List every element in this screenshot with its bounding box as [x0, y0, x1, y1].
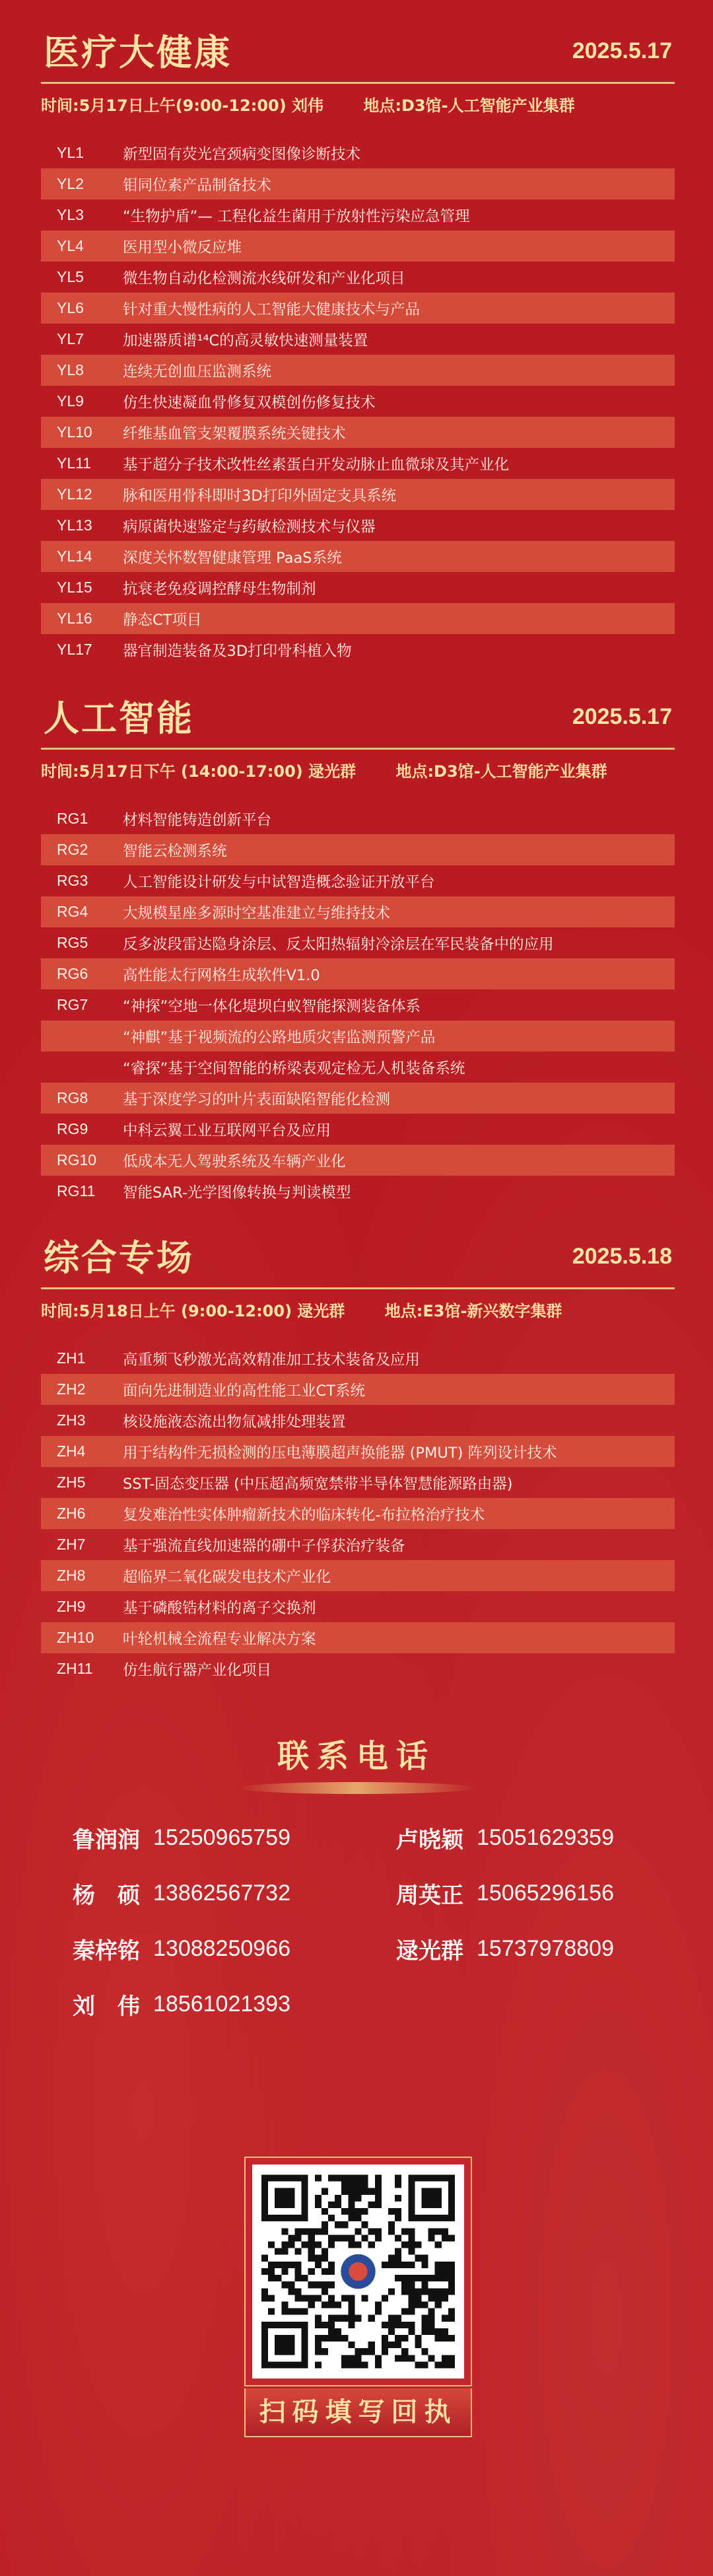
contact-title: 联系电话: [277, 1738, 436, 1775]
project-name: 微生物自动化检测流水线研发和产业化项目: [123, 269, 405, 287]
project-name: 基于强流直线加速器的硼中子俘获治疗装备: [123, 1537, 405, 1555]
project-row: [41, 541, 675, 572]
contact-phone[interactable]: 15065296156: [477, 1880, 615, 1906]
project-code: RG6: [57, 965, 88, 982]
project-code: YL9: [57, 392, 84, 410]
project-row: [41, 1374, 675, 1405]
project-code: ZH7: [57, 1536, 86, 1553]
project-row: [41, 1560, 675, 1591]
project-code: YL3: [57, 206, 84, 223]
section-header: [41, 692, 675, 752]
section-title: 人工智能: [44, 698, 194, 739]
project-code: RG5: [57, 934, 88, 951]
project-code: YL10: [57, 423, 92, 441]
project-name: 加速器质谱¹⁴C的高灵敏快速测量装置: [123, 332, 368, 349]
project-code: ZH10: [57, 1629, 94, 1646]
project-row: [41, 1176, 675, 1207]
project-name: 基于深度学习的叶片表面缺陷智能化检测: [123, 1091, 391, 1108]
project-row: [41, 1529, 675, 1560]
project-code: RG11: [57, 1182, 96, 1199]
contact-name: 刘 伟: [73, 1993, 140, 2020]
project-name: 抗衰老免疫调控酵母生物制剂: [123, 580, 316, 598]
project-row: [41, 1052, 675, 1083]
project-row: [41, 927, 675, 958]
project-code: ZH4: [57, 1443, 86, 1460]
contact-row: [73, 1810, 654, 1865]
contact-phone[interactable]: 15737978809: [477, 1935, 615, 1961]
project-row: [41, 896, 675, 927]
contact-entry: [396, 1822, 654, 1854]
qr-code-icon[interactable]: [252, 2165, 464, 2379]
project-name: 针对重大慢性病的人工智能大健康技术与产品: [123, 301, 421, 318]
project-name: 仿生快速凝血骨修复双模创伤修复技术: [123, 394, 376, 411]
project-name: 反多波段雷达隐身涂层、反太阳热辐射冷涂层在军民装备中的应用: [123, 935, 554, 953]
project-row: [41, 262, 675, 293]
contact-name: 杨 硕: [73, 1882, 140, 1909]
project-list: [41, 803, 675, 1207]
project-row: [41, 1591, 675, 1622]
project-name: 基于超分子技术改性丝素蛋白开发动脉止血微球及其产业化: [123, 456, 510, 474]
section-general: [41, 1232, 675, 1684]
project-name: 人工智能设计研发与中试智造概念验证开放平台: [123, 873, 435, 891]
project-code: YL11: [57, 454, 92, 472]
project-code: RG7: [57, 996, 88, 1013]
project-code: YL7: [57, 330, 84, 347]
qr-code-frame: [244, 2157, 472, 2386]
project-row: [41, 572, 675, 603]
project-row: [41, 1145, 675, 1176]
project-name: “神探”空地一体化堤坝白蚁智能探测装备体系: [123, 997, 421, 1015]
project-row: [41, 958, 675, 989]
project-code: RG2: [57, 841, 88, 858]
section-info: [41, 758, 675, 785]
project-row: [41, 834, 675, 865]
project-name: 智能SAR-光学图像转换与判读模型: [123, 1184, 351, 1201]
contact-row: [73, 1921, 654, 1976]
project-code: YL2: [57, 175, 84, 192]
contact-entry: [396, 1933, 654, 1965]
project-name: 叶轮机械全流程专业解决方案: [123, 1630, 316, 1648]
section-date: 2025.5.18: [572, 1244, 672, 1269]
project-row: [41, 386, 675, 417]
project-row: [41, 803, 675, 834]
project-code: ZH9: [57, 1598, 86, 1615]
section-title: 医疗大健康: [44, 32, 232, 73]
project-row: [41, 510, 675, 541]
project-row: [41, 1653, 675, 1684]
section-time: 时间:5月18日上午 (9:00-12:00) 逯光群: [41, 1302, 345, 1320]
project-list: [41, 1343, 675, 1684]
project-list: [41, 137, 675, 665]
project-name: “神麒”基于视频流的公路地质灾害监测预警产品: [123, 1028, 436, 1046]
project-row: [41, 417, 675, 448]
section-info: [41, 1298, 675, 1324]
section-medical: [41, 26, 675, 665]
contact-phone[interactable]: 15250965759: [153, 1824, 291, 1850]
project-row: [41, 231, 675, 262]
project-code: ZH8: [57, 1567, 86, 1584]
project-row: [41, 324, 675, 355]
contact-phone[interactable]: 15051629359: [477, 1824, 615, 1850]
project-name: 复发难治性实体肿瘤新技术的临床转化-布拉格治疗技术: [123, 1506, 485, 1524]
project-name: 静态CT项目: [123, 611, 202, 629]
project-code: YL17: [57, 641, 92, 658]
project-name: 医用型小微反应堆: [123, 238, 242, 256]
contact-name: 周英正: [396, 1882, 463, 1909]
section-title: 综合专场: [44, 1237, 194, 1279]
contact-phone[interactable]: 13862567732: [153, 1880, 291, 1906]
section-date: 2025.5.17: [572, 38, 672, 63]
contact-header: [0, 1731, 713, 1803]
project-name: 面向先进制造业的高性能工业CT系统: [123, 1382, 365, 1400]
project-code: YL15: [57, 579, 92, 596]
section-header: [41, 26, 675, 86]
section-info: [41, 92, 675, 119]
project-code: RG9: [57, 1120, 88, 1137]
project-row: [41, 1343, 675, 1374]
qr-code-graphic: [261, 2174, 455, 2369]
section-place: 地点:D3馆-人工智能产业集群: [363, 96, 575, 115]
project-code: YL5: [57, 268, 84, 285]
project-code: ZH3: [57, 1412, 86, 1429]
project-code: YL14: [57, 548, 92, 565]
project-row: [41, 1622, 675, 1653]
project-code: RG8: [57, 1089, 88, 1106]
qr-scan-label: 扫码填写回执: [244, 2388, 472, 2437]
project-row: [41, 1114, 675, 1145]
project-name: “生物护盾”— 工程化益生菌用于放射性污染应急管理: [123, 207, 470, 225]
project-name: 钼同位素产品制备技术: [123, 176, 272, 194]
project-name: 脉和医用骨科即时3D打印外固定支具系统: [123, 487, 397, 505]
contact-phone[interactable]: 18561021393: [153, 1991, 291, 2017]
section-time: 时间:5月17日上午(9:00-12:00) 刘伟: [41, 96, 324, 115]
project-row: [41, 1020, 675, 1052]
project-name: 高性能太行网格生成软件V1.0: [123, 966, 320, 984]
project-name: 大规模星座多源时空基准建立与维持技术: [123, 904, 391, 922]
project-row: [41, 634, 675, 665]
contact-row: [73, 1976, 654, 2032]
project-name: 病原菌快速鉴定与药敏检测技术与仪器: [123, 518, 376, 536]
contact-name: 逯光群: [396, 1937, 463, 1964]
section-divider: [41, 82, 675, 84]
project-row: [41, 1405, 675, 1436]
project-code: YL16: [57, 610, 92, 627]
project-code: RG4: [57, 903, 88, 920]
project-name: 新型固有荧光宫颈病变图像诊断技术: [123, 145, 361, 163]
project-row: [41, 1083, 675, 1114]
contact-title-underline: [238, 1782, 475, 1794]
project-name: 材料智能铸造创新平台: [123, 811, 272, 829]
project-name: 仿生航行器产业化项目: [123, 1661, 272, 1679]
section-place: 地点:E3馆-新兴数字集群: [384, 1302, 562, 1320]
section-divider: [41, 1287, 675, 1289]
project-code: YL1: [57, 144, 84, 161]
project-name: 高重频飞秒激光高效精准加工技术装备及应用: [123, 1351, 421, 1369]
project-code: YL4: [57, 237, 84, 254]
contact-phone[interactable]: 13088250966: [153, 1935, 291, 1961]
contact-grid: [73, 1810, 654, 2032]
contact-entry: [73, 1933, 396, 1965]
contact-name: 鲁润润: [73, 1826, 140, 1853]
contact-row: [73, 1865, 654, 1921]
project-row: [41, 603, 675, 634]
project-row: [41, 293, 675, 324]
contact-entry: [396, 1877, 654, 1910]
project-name: 深度关怀数智健康管理 PaaS系统: [123, 549, 342, 567]
project-name: 纤维基血管支架覆膜系统关键技术: [123, 425, 346, 443]
project-row: [41, 448, 675, 479]
project-name: 智能云检测系统: [123, 842, 227, 860]
section-date: 2025.5.17: [572, 704, 672, 729]
section-divider: [41, 748, 675, 750]
project-row: [41, 355, 675, 386]
project-row: [41, 865, 675, 896]
project-code: RG1: [57, 810, 88, 827]
project-row: [41, 479, 675, 510]
project-name: 用于结构件无损检测的压电薄膜超声换能器 (PMUT) 阵列设计技术: [123, 1444, 557, 1462]
project-name: 基于磷酸锆材料的离子交换剂: [123, 1599, 316, 1617]
project-code: ZH11: [57, 1660, 93, 1677]
project-row: [41, 168, 675, 199]
project-code: YL6: [57, 299, 84, 316]
contact-entry: [73, 1877, 396, 1910]
project-row: [41, 137, 675, 168]
contact-entry: [73, 1822, 396, 1854]
project-name: 超临界二氧化碳发电技术产业化: [123, 1568, 331, 1586]
project-row: [41, 1436, 675, 1467]
project-row: [41, 989, 675, 1020]
section-ai: [41, 692, 675, 1207]
project-row: [41, 1467, 675, 1498]
project-code: ZH1: [57, 1349, 86, 1367]
project-code: YL12: [57, 485, 92, 503]
project-code: RG10: [57, 1151, 97, 1168]
project-code: ZH2: [57, 1380, 86, 1398]
project-row: [41, 199, 675, 231]
contact-name: 卢晓颖: [396, 1826, 463, 1853]
project-row: [41, 1498, 675, 1529]
section-place: 地点:D3馆-人工智能产业集群: [395, 762, 607, 781]
project-name: SST-固态变压器 (中压超高频宽禁带半导体智慧能源路由器): [123, 1475, 513, 1493]
project-code: YL13: [57, 517, 92, 534]
project-code: RG3: [57, 872, 88, 889]
project-code: ZH6: [57, 1505, 86, 1522]
project-code: ZH5: [57, 1474, 86, 1491]
project-name: 低成本无人驾驶系统及车辆产业化: [123, 1153, 346, 1170]
project-name: 器官制造装备及3D打印骨科植入物: [123, 642, 352, 660]
section-header: [41, 1232, 675, 1291]
project-code: YL8: [57, 361, 84, 378]
contact-name: 秦梓铭: [73, 1937, 140, 1964]
project-name: “睿探”基于空间智能的桥梁表观定检无人机装备系统: [123, 1059, 465, 1077]
project-name: 中科云翼工业互联网平台及应用: [123, 1122, 331, 1139]
contact-entry: [73, 1988, 396, 2021]
project-name: 连续无创血压监测系统: [123, 363, 272, 380]
section-time: 时间:5月17日下午 (14:00-17:00) 逯光群: [41, 762, 356, 781]
project-name: 核设施液态流出物氚减排处理装置: [123, 1413, 346, 1431]
